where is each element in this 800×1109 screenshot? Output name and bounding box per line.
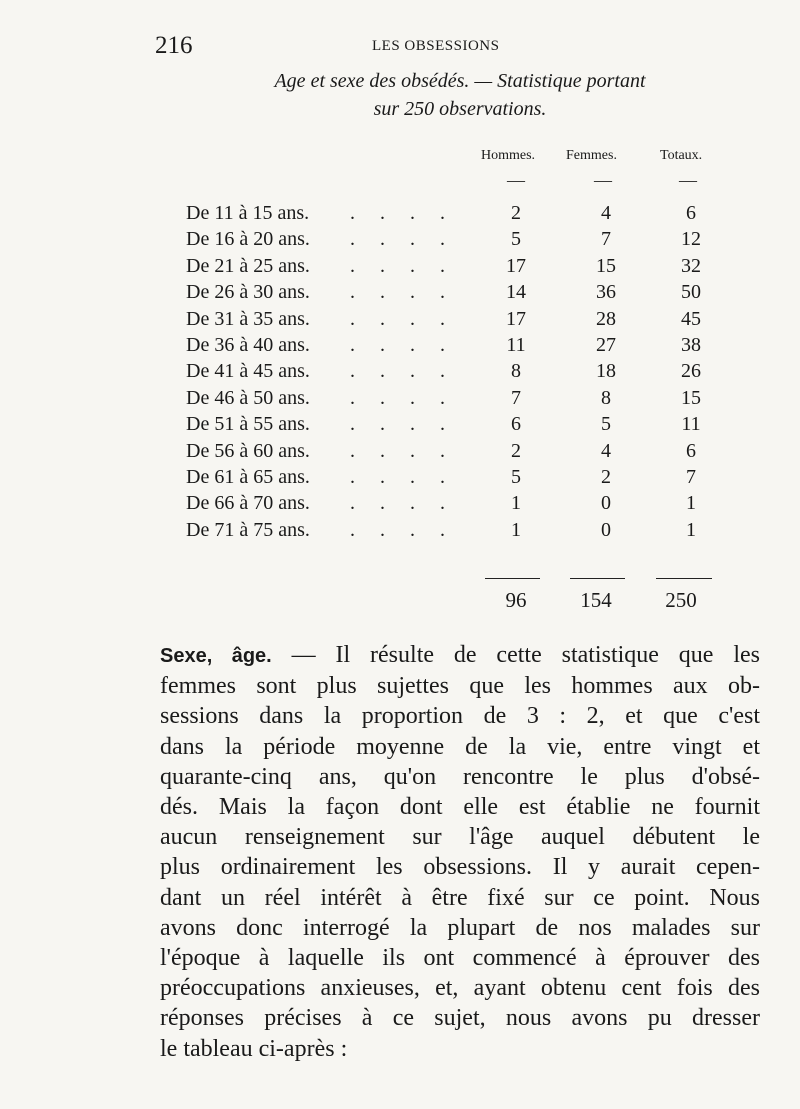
cell-hommes: 5 [511,228,521,251]
leader-dots: . . . . [350,307,455,330]
cell-totaux: 15 [681,386,701,409]
body-line: réponses précises à ce sujet, nous avons pu dresser [160,1005,760,1032]
leader-dots: . . . . [350,386,455,409]
body-line: plus ordinairement les obsessions. Il y aurait cepen- [160,854,760,881]
leader-dots: . . . . [350,518,455,541]
cell-totaux: 6 [686,439,696,462]
body-line: l'époque à laquelle ils ont commencé à éprouver des [160,945,760,972]
sum-rule-totaux [656,578,712,579]
cell-totaux: 50 [681,281,701,304]
row-label: De 11 à 15 ans. [186,202,310,224]
cell-hommes: 14 [506,281,526,304]
total-totaux: 250 [665,588,697,612]
table-row [186,228,716,254]
body-line-text: — Il résulte de cette statistique que les [271,642,761,668]
cell-totaux: 45 [681,307,701,330]
cell-femmes: 27 [596,334,616,356]
leader-dots: . . . . [350,439,455,462]
leader-dots: . . . . [350,228,455,251]
cell-femmes: 4 [601,202,611,224]
table-row [186,334,716,360]
running-title: LES OBSESSIONS [372,38,500,54]
cell-totaux: 6 [686,202,696,224]
sum-rule-femmes [570,578,625,579]
leader-dots: . . . . [350,202,455,224]
cell-hommes: 2 [511,202,521,224]
body-line: dant un réel intérêt à être fixé sur ce point. Nous [160,884,760,911]
row-label: De 26 à 30 ans. [186,281,310,304]
page-header [155,32,755,62]
body-line: aucun renseignement sur l'âge auquel débutent le [160,824,760,851]
cell-hommes: 1 [511,492,521,515]
body-line: femmes sont plus sujettes que les hommes aux ob- [160,673,760,700]
cell-totaux: 1 [686,518,696,541]
table-row [186,519,716,545]
row-label: De 36 à 40 ans. [186,334,310,356]
body-line [160,640,760,671]
leader-dots: . . . . [350,492,455,515]
leader-dots: . . . . [350,360,455,383]
row-label: De 71 à 75 ans. [186,518,310,541]
cell-femmes: 28 [596,307,616,330]
cell-hommes: 8 [511,360,521,383]
column-dash-hommes: — [507,170,525,190]
table-row [186,440,716,466]
cell-hommes: 11 [506,334,526,356]
cell-totaux: 7 [686,466,696,488]
body-line: sessions dans la proportion de 3 : 2, et que c'est [160,703,760,730]
body-line: préoccupations anxieuses, et, ayant obtenu cent fois des [160,975,760,1002]
cell-femmes: 18 [596,360,616,383]
cell-femmes: 4 [601,439,611,462]
cell-totaux: 32 [681,254,701,277]
cell-femmes: 0 [601,518,611,541]
cell-femmes: 36 [596,281,616,304]
cell-totaux: 38 [681,334,701,356]
row-label: De 21 à 25 ans. [186,254,310,277]
cell-femmes: 7 [601,228,611,251]
body-line: quarante-cinq ans, qu'on rencontre le plus d'obsé- [160,763,760,790]
cell-totaux: 11 [681,413,701,436]
cell-totaux: 12 [681,228,701,251]
cell-hommes: 1 [511,518,521,541]
row-label: De 66 à 70 ans. [186,492,310,515]
leader-dots: . . . . [350,334,455,356]
leader-dots: . . . . [350,466,455,488]
row-label: De 56 à 60 ans. [186,439,310,462]
cell-hommes: 5 [511,466,521,488]
row-label: De 51 à 55 ans. [186,413,310,436]
table-title-line-2: sur 250 observations. [373,98,547,120]
table-row [186,492,716,518]
table-row [186,255,716,281]
sum-rule-hommes [485,578,540,579]
row-label: De 16 à 20 ans. [186,228,310,251]
table-row [186,466,716,492]
cell-hommes: 7 [511,386,521,409]
table-row [186,202,716,228]
table-row [186,360,716,386]
body-line: avons donc interrogé la plupart de nos malades sur [160,914,760,941]
body-paragraph [160,640,760,1064]
row-label: De 41 à 45 ans. [186,360,310,383]
body-line: le tableau ci-après : [160,1035,348,1062]
column-header-femmes: Femmes. [566,148,617,163]
column-dash-totaux: — [679,170,697,190]
table-title-line-1: Age et sexe des obsédés. — Statistique portant [274,70,646,92]
cell-hommes: 6 [511,413,521,436]
cell-totaux: 26 [681,360,701,383]
cell-hommes: 17 [506,307,526,330]
table-row [186,281,716,307]
cell-femmes: 15 [596,254,616,277]
cell-femmes: 8 [601,386,611,409]
body-line: dés. Mais la façon dont elle est établie ne fournit [160,794,760,821]
cell-femmes: 0 [601,492,611,515]
cell-hommes: 2 [511,439,521,462]
leader-dots: . . . . [350,413,455,436]
row-label: De 31 à 35 ans. [186,307,310,330]
column-dash-femmes: — [594,170,612,190]
cell-femmes: 5 [601,413,611,436]
table-row [186,413,716,439]
column-header-hommes: Hommes. [481,148,536,163]
leader-dots: . . . . [350,254,455,277]
cell-femmes: 2 [601,466,611,488]
total-femmes: 154 [580,588,612,612]
page-number: 216 [155,32,193,59]
section-lead: Sexe, âge. [160,645,272,667]
row-label: De 46 à 50 ans. [186,386,310,409]
body-line: dans la période moyenne de la vie, entre vingt et [160,733,760,760]
cell-hommes: 17 [506,254,526,277]
row-label: De 61 à 65 ans. [186,466,310,488]
cell-totaux: 1 [686,492,696,515]
column-header-totaux: Totaux. [660,148,703,163]
leader-dots: . . . . [350,281,455,304]
total-hommes: 96 [505,588,527,612]
table-row [186,308,716,334]
table-row [186,387,716,413]
